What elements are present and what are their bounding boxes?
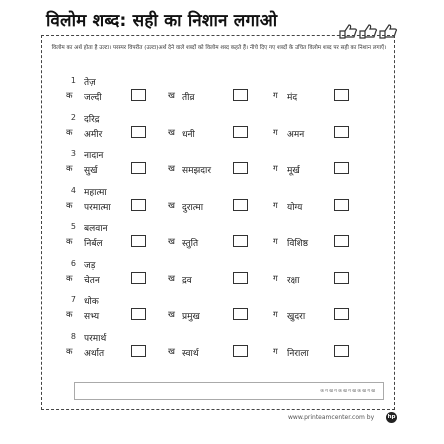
instruction-text: विलोम का अर्थ होता है उल्टा। परस्पर विपरीत (उल्टा)अर्थ देने वाले शब्दों को विलोम शब्द कहते हैं। नीचे दिए गए शब्दों के उचित विलोम शब्द पर सही का निशान लगाएँ।: [51, 45, 387, 51]
question-row: [0, 259, 444, 291]
option-letter: क: [66, 310, 73, 320]
answer-checkbox[interactable]: [131, 272, 146, 284]
option-letter: ख: [168, 164, 175, 174]
footer-url: www.printeamcenter.com by: [288, 414, 375, 421]
option-letter: ग: [273, 273, 278, 284]
option-letter: क: [66, 346, 73, 357]
answer-checkbox[interactable]: [233, 308, 248, 320]
option-text: स्वार्थ: [182, 348, 199, 359]
option-letter: ग: [273, 164, 278, 174]
option-letter: क: [66, 164, 73, 174]
option-letter: ग: [273, 346, 278, 357]
option-letter: ख: [168, 127, 175, 138]
option-letter: क: [66, 200, 73, 211]
answer-checkbox[interactable]: [233, 199, 248, 211]
option-letter: ख: [168, 200, 175, 211]
answer-checkbox[interactable]: [131, 345, 146, 357]
option-text: तीव्र: [182, 93, 195, 103]
option-text: निराला: [287, 348, 309, 359]
option-letter: ग: [273, 310, 278, 320]
answer-checkbox[interactable]: [334, 308, 349, 320]
option-letter: ग: [273, 200, 278, 211]
question-number: 4: [70, 185, 76, 195]
answer-checkbox[interactable]: [233, 89, 248, 101]
question-word: धोक: [84, 297, 99, 307]
answer-key: क ग ख ग क ख ग ख क ख ग ख: [320, 389, 375, 394]
question-row: [0, 222, 444, 254]
question-row: [0, 76, 444, 108]
question-number: 6: [70, 258, 76, 268]
answer-checkbox[interactable]: [334, 199, 349, 211]
option-text: विशिष्ठ: [287, 239, 309, 249]
option-text: परमात्मा: [84, 202, 111, 213]
question-number: 3: [70, 149, 76, 158]
question-word: दरिद्र: [84, 114, 100, 125]
question-word: परमार्थ: [84, 333, 107, 344]
answer-checkbox[interactable]: [334, 235, 349, 247]
answer-checkbox[interactable]: [131, 199, 146, 211]
question-row: [0, 332, 444, 364]
question-word: नादान: [84, 151, 104, 161]
option-text: मूर्ख: [287, 166, 300, 176]
question-word: बलवान: [84, 224, 108, 234]
option-text: रक्षा: [287, 275, 300, 286]
option-text: धनी: [182, 129, 195, 140]
answer-checkbox[interactable]: [334, 89, 349, 101]
question-row: [0, 295, 444, 327]
option-letter: ख: [168, 273, 175, 284]
option-text: मंद: [287, 93, 298, 103]
question-row: [0, 149, 444, 181]
answer-panel: [74, 382, 384, 400]
option-text: समझदार: [182, 166, 212, 176]
option-letter: क: [66, 127, 73, 138]
brand-logo: hp: [386, 412, 397, 423]
option-text: खुदरा: [287, 312, 306, 322]
option-text: सभ्य: [84, 312, 100, 322]
question-row: [0, 113, 444, 145]
question-word: महात्मा: [84, 187, 107, 198]
option-text: अमीर: [84, 129, 103, 140]
option-text: दुरात्मा: [182, 202, 204, 213]
answer-checkbox[interactable]: [334, 126, 349, 138]
answer-checkbox[interactable]: [334, 345, 349, 357]
question-number: 8: [70, 331, 76, 341]
question-number: 5: [70, 222, 76, 231]
option-text: जल्दी: [84, 93, 102, 103]
worksheet-title: विलोम शब्द: सही का निशान लगाओ: [46, 11, 278, 31]
option-letter: ख: [168, 91, 175, 101]
option-text: अमन: [287, 129, 305, 140]
option-letter: ग: [273, 237, 278, 247]
question-row: [0, 186, 444, 218]
answer-checkbox[interactable]: [334, 162, 349, 174]
answer-checkbox[interactable]: [131, 235, 146, 247]
option-text: अर्थात: [84, 348, 105, 359]
option-text: प्रमुख: [182, 312, 200, 322]
option-text: योग्य: [287, 202, 303, 213]
option-letter: ग: [273, 91, 278, 101]
option-letter: ख: [168, 346, 175, 357]
question-word: तेज़: [84, 78, 96, 88]
question-number: 1: [70, 76, 76, 85]
option-letter: ग: [273, 127, 278, 138]
option-text: द्रव: [182, 275, 192, 286]
option-letter: क: [66, 91, 73, 101]
answer-checkbox[interactable]: [334, 272, 349, 284]
answer-checkbox[interactable]: [233, 235, 248, 247]
option-letter: क: [66, 273, 73, 284]
answer-checkbox[interactable]: [131, 162, 146, 174]
option-letter: ख: [168, 310, 175, 320]
answer-checkbox[interactable]: [233, 126, 248, 138]
answer-checkbox[interactable]: [131, 89, 146, 101]
option-letter: क: [66, 237, 73, 247]
answer-checkbox[interactable]: [233, 162, 248, 174]
question-word: जड़: [84, 260, 96, 271]
option-text: चेतन: [84, 275, 100, 286]
answer-checkbox[interactable]: [131, 308, 146, 320]
answer-checkbox[interactable]: [131, 126, 146, 138]
option-text: स्तुति: [182, 239, 199, 249]
option-letter: ख: [168, 237, 175, 247]
question-number: 7: [70, 295, 76, 304]
answer-checkbox[interactable]: [233, 272, 248, 284]
answer-checkbox[interactable]: [233, 345, 248, 357]
question-number: 2: [70, 112, 76, 122]
option-text: सुर्ख: [84, 166, 98, 176]
option-text: निर्बल: [84, 239, 103, 249]
